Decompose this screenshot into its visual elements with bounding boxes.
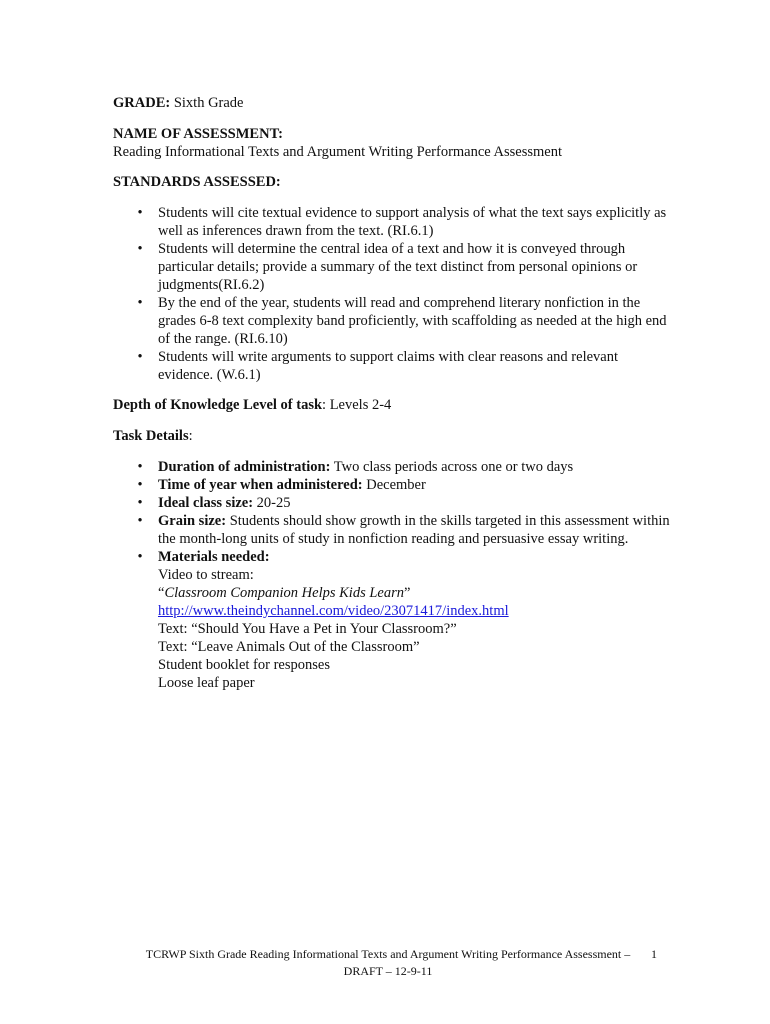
task-details-list <box>113 458 673 692</box>
video-label: Video to stream: <box>158 567 254 583</box>
standards-heading: STANDARDS ASSESSED: <box>113 174 281 190</box>
bullet-icon: • <box>137 495 143 511</box>
video-url-line <box>158 602 673 620</box>
grade-line <box>113 94 673 112</box>
document-body <box>113 94 673 704</box>
video-url-link[interactable]: http://www.theindychannel.com/video/23071417/index.html <box>158 603 509 619</box>
grade-label: GRADE: <box>113 95 171 111</box>
bullet-icon: • <box>137 477 143 493</box>
dok-line <box>113 396 673 414</box>
list-item: • Students will cite textual evidence to support analysis of what the text says explicitly as well as inferences drawn from the text. (RI.6.1) <box>113 204 673 240</box>
bullet-icon: • <box>137 459 143 475</box>
bullet-icon: • <box>137 349 143 365</box>
bullet-icon: • <box>137 241 143 257</box>
task-details-heading: Task Details: <box>113 428 193 444</box>
dok-value: : Levels 2-4 <box>322 397 392 413</box>
page-number: 1 <box>651 947 657 961</box>
video-title: Classroom Companion Helps Kids Learn <box>164 585 404 601</box>
student-booklet: Student booklet for responses <box>158 657 330 673</box>
list-item: • Students will write arguments to support claims with clear reasons and relevant evidence. (W.6.1) <box>113 348 673 384</box>
list-item: • By the end of the year, students will read and comprehend literary nonfiction in the grades 6-8 text complexity band proficiently, with scaffolding as needed at the high end of the range. (RI.6.10) <box>113 294 673 348</box>
page-footer <box>118 946 658 980</box>
footer-line-1: TCRWP Sixth Grade Reading Informational Texts and Argument Writing Performance Assessment – <box>145 947 631 961</box>
standards-list <box>113 204 673 384</box>
assessment-block <box>113 125 673 161</box>
list-item-materials <box>113 548 673 692</box>
assessment-label: NAME OF ASSESSMENT: <box>113 126 283 142</box>
list-item: • Grain size: Students should show growth in the skills targeted in this assessment within the month-long units of study in nonfiction reading and persuasive essay writing. <box>113 512 673 548</box>
text-two: Text: “Leave Animals Out of the Classroom” <box>158 639 420 655</box>
loose-leaf-paper: Loose leaf paper <box>158 675 255 691</box>
list-item: • Students will determine the central idea of a text and how it is conveyed through particular details; provide a summary of the text distinct from personal opinions or judgments(RI.6.2) <box>113 240 673 294</box>
bullet-icon: • <box>137 295 143 311</box>
list-item: • Ideal class size: 20-25 <box>113 494 673 512</box>
materials-label: Materials needed: <box>158 549 270 565</box>
footer-line-2: DRAFT – 12-9-11 <box>343 964 433 978</box>
dok-label: Depth of Knowledge Level of task <box>113 397 323 413</box>
video-title-line: “Classroom Companion Helps Kids Learn” <box>158 585 411 601</box>
bullet-icon: • <box>137 205 143 221</box>
bullet-icon: • <box>137 513 143 529</box>
list-item: • Duration of administration: Two class periods across one or two days <box>113 458 673 476</box>
text-one: Text: “Should You Have a Pet in Your Classroom?” <box>158 621 457 637</box>
bullet-icon: • <box>137 549 143 565</box>
grade-value: Sixth Grade <box>170 95 244 111</box>
assessment-name: Reading Informational Texts and Argument Writing Performance Assessment <box>113 144 563 160</box>
list-item: • Time of year when administered: December <box>113 476 673 494</box>
